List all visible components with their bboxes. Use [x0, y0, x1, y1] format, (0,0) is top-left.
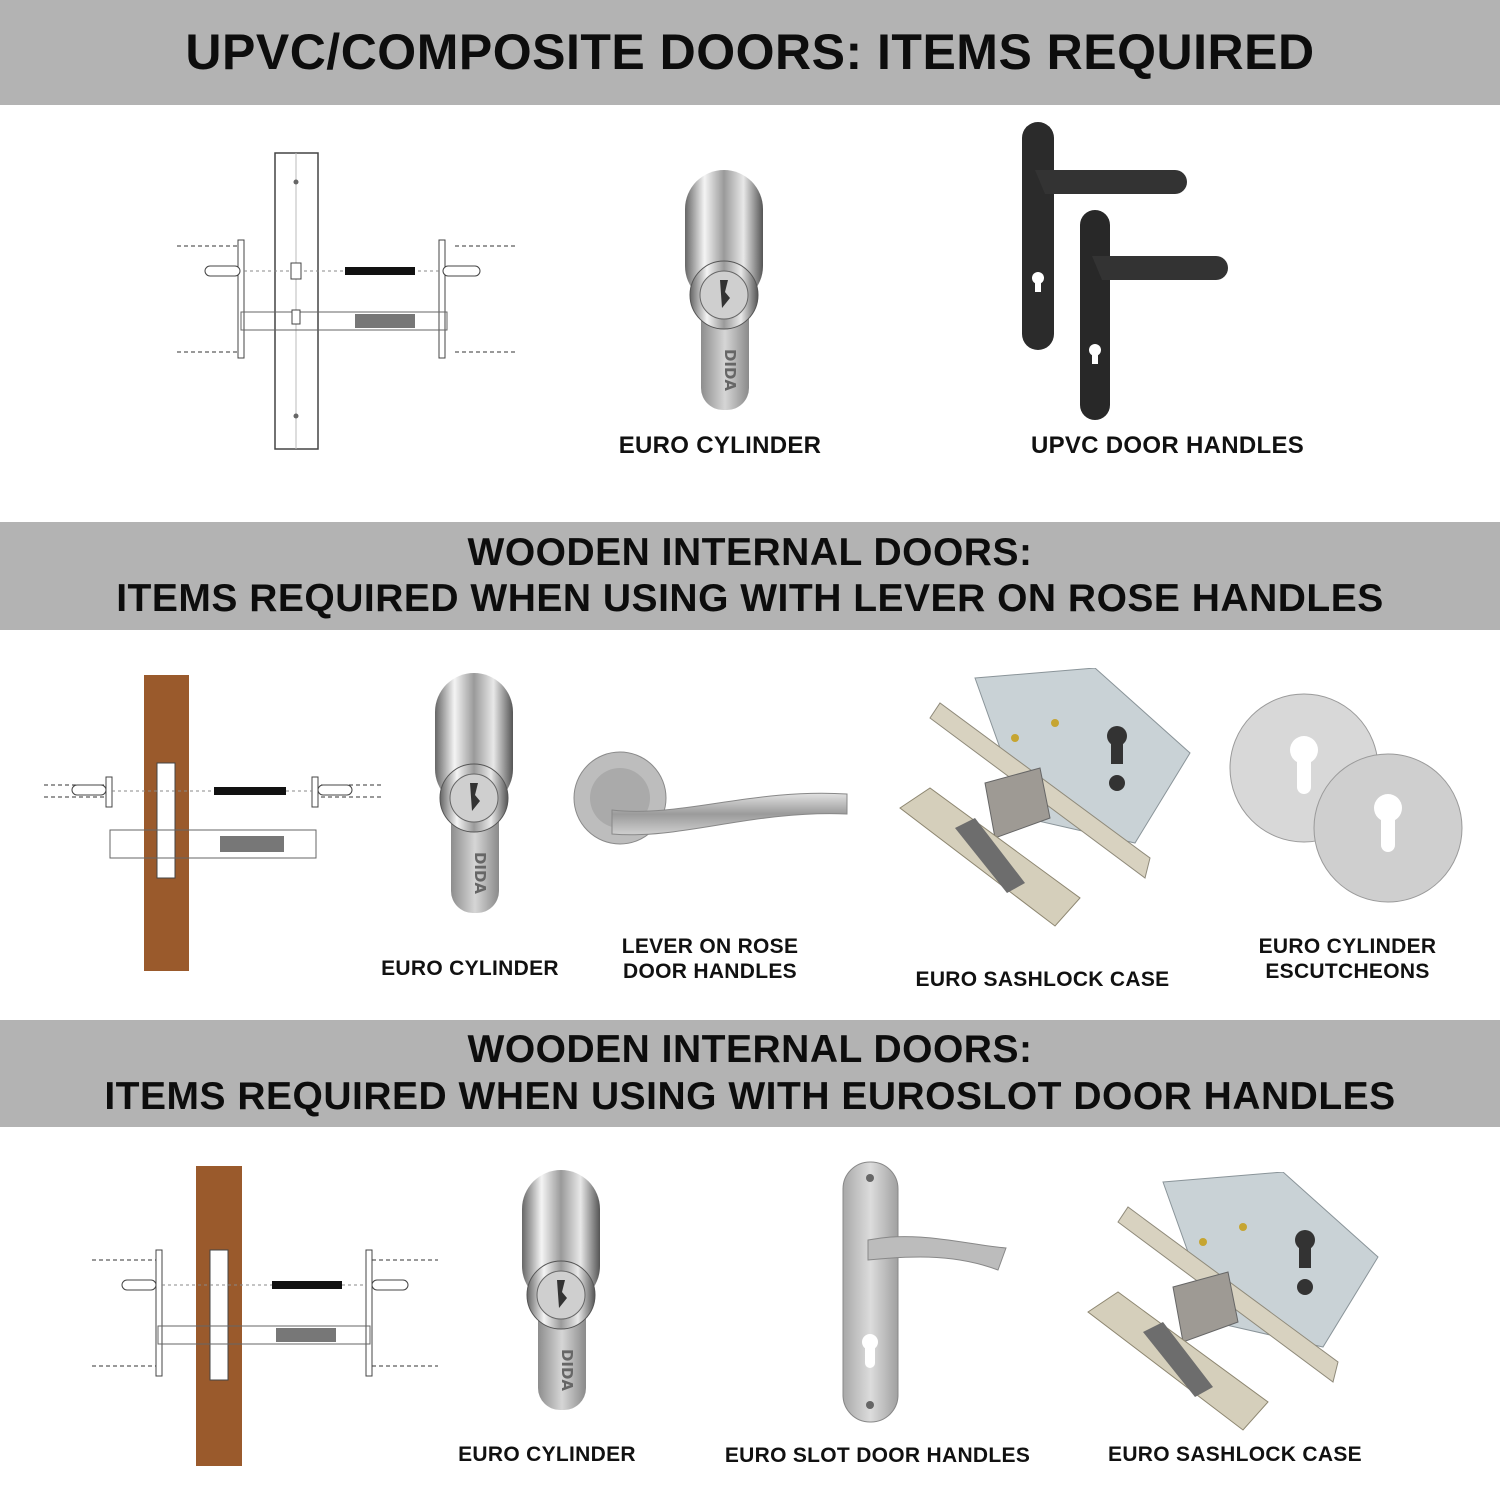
upvc-door-diagram — [175, 150, 520, 455]
rose-escutcheon-label — [1240, 934, 1455, 984]
rose-sashlock-label: EURO SASHLOCK CASE — [915, 968, 1170, 991]
section-euroslot-header — [0, 1020, 1500, 1127]
euro-sashlock-case-image — [895, 668, 1195, 936]
svg-text:DIDA: DIDA — [471, 851, 489, 895]
lever-on-rose-handle-image — [572, 748, 852, 858]
section-upvc-header — [0, 0, 1500, 105]
section-rose-title-1: WOODEN INTERNAL DOORS: — [467, 530, 1033, 574]
euro-sashlock-case-image — [1083, 1172, 1383, 1440]
euroslot-handles-label: EURO SLOT DOOR HANDLES — [724, 1444, 1031, 1467]
rose-lever-label-1: LEVER ON ROSE — [621, 935, 799, 958]
euro-cylinder-escutcheons-image — [1228, 688, 1468, 908]
rose-escutcheon-label-1: EURO CYLINDER — [1258, 935, 1437, 958]
euroslot-cylinder-label: EURO CYLINDER — [458, 1443, 636, 1466]
euro-cylinder-image — [425, 668, 525, 916]
upvc-door-handles-image — [1010, 118, 1235, 428]
upvc-cylinder-label: EURO CYLINDER — [618, 432, 822, 459]
rose-lever-label — [610, 934, 810, 984]
wooden-door-diagram-rose — [42, 673, 387, 973]
euro-slot-door-handle-image — [838, 1160, 1013, 1425]
svg-text:DIDA: DIDA — [558, 1348, 576, 1392]
rose-lever-label-2: DOOR HANDLES — [623, 960, 797, 984]
euro-cylinder-image — [512, 1165, 612, 1413]
euroslot-sashlock-label: EURO SASHLOCK CASE — [1108, 1443, 1362, 1466]
section-rose-header — [0, 522, 1500, 630]
svg-text:DIDA: DIDA — [721, 348, 739, 392]
euro-cylinder-image — [675, 165, 775, 413]
section-euroslot-title-1: WOODEN INTERNAL DOORS: — [467, 1028, 1033, 1072]
wooden-door-diagram-euroslot — [90, 1164, 440, 1469]
section-euroslot-title-2: ITEMS REQUIRED WHEN USING WITH EUROSLOT DOOR HANDLES — [104, 1074, 1396, 1118]
upvc-handles-label: UPVC DOOR HANDLES — [1030, 432, 1305, 459]
rose-escutcheon-label-2: ESCUTCHEONS — [1265, 960, 1430, 984]
section-rose-title-2: ITEMS REQUIRED WHEN USING WITH LEVER ON ROSE HANDLES — [116, 577, 1384, 620]
section-upvc-title: UPVC/COMPOSITE DOORS: ITEMS REQUIRED — [185, 24, 1315, 80]
rose-cylinder-label: EURO CYLINDER — [381, 957, 559, 980]
